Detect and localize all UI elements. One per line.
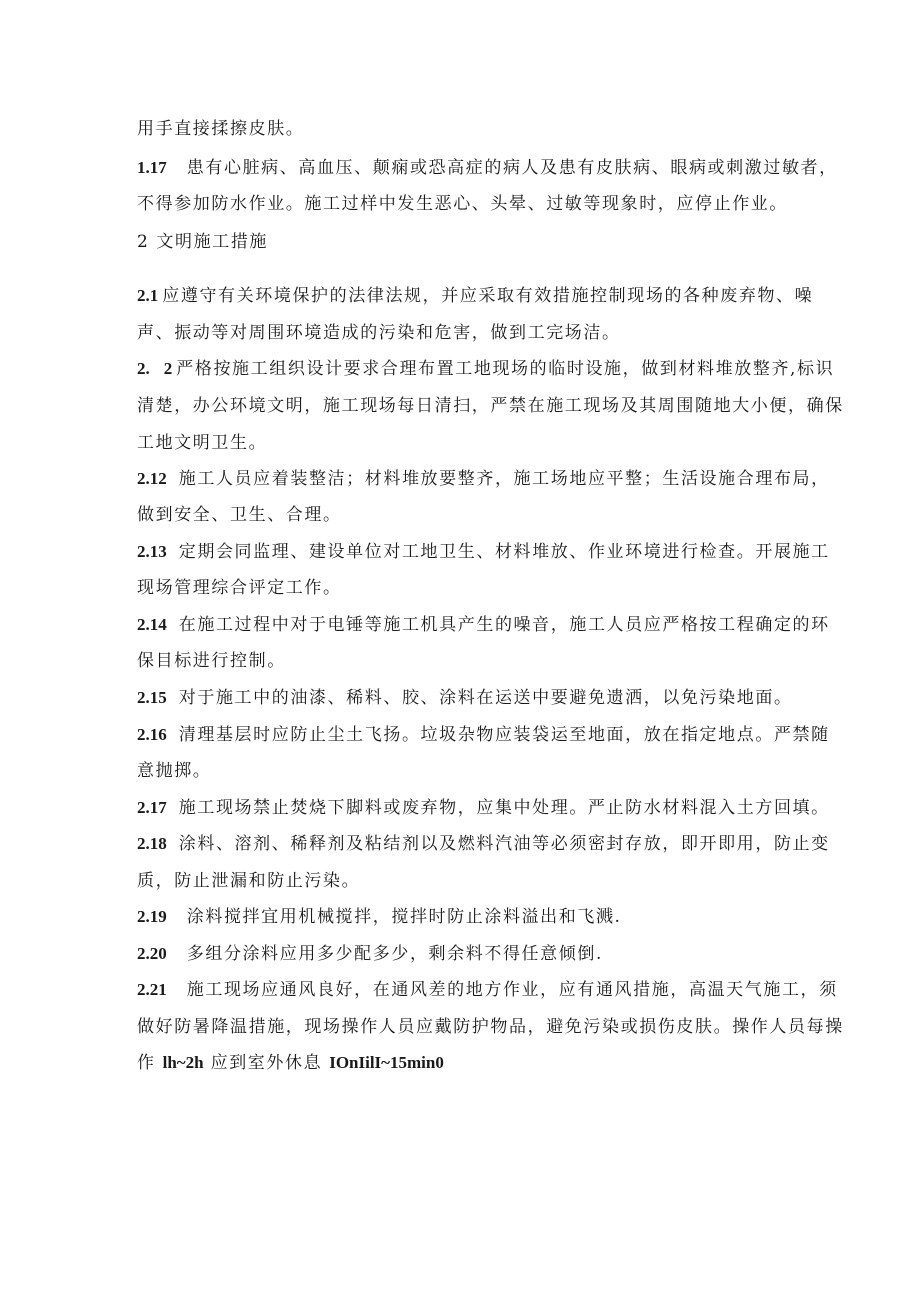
clause-2-13 bbox=[137, 541, 830, 563]
clause-text: 在施工过程中对于电锤等施工机具产生的噪音，施工人员应严格按工程确定的环 bbox=[178, 615, 830, 635]
clause-2-17 bbox=[137, 797, 830, 819]
clause-text: 多组分涂料应用多少配多少，剩余料不得任意倾倒. bbox=[186, 944, 603, 964]
clause-1-17-continuation bbox=[137, 193, 787, 215]
clause-2-1-continuation bbox=[137, 322, 787, 344]
clause-text: 患有心脏病、高血压、颠痫或恐高症的病人及患有皮肤病、眼病或刺激过敏者， bbox=[186, 158, 838, 178]
clause-2-21-continuation bbox=[137, 1052, 787, 1074]
clause-2-14 bbox=[137, 614, 830, 636]
clause-number: 2.16 bbox=[137, 725, 167, 744]
clause-text: 声、振动等对周围环境造成的污染和危害，做到工完场洁。 bbox=[137, 323, 621, 343]
clause-2-19 bbox=[137, 906, 787, 928]
clause-number: 2.1 bbox=[137, 286, 159, 305]
clause-text: 做好防暑降温措施，现场操作人员应戴防护物品，避免污染或损伤皮肤。操作人员每操 bbox=[137, 1017, 844, 1037]
clause-number: 2.14 bbox=[137, 615, 167, 634]
text-line-continuation bbox=[137, 118, 787, 140]
clause-2-18 bbox=[137, 833, 830, 855]
clause-2-18-continuation bbox=[137, 870, 787, 892]
clause-2-13-continuation bbox=[137, 577, 787, 599]
clause-text: 施工现场禁止焚烧下脚料或废弃物，应集中处理。严止防水材料混入土方回填。 bbox=[178, 798, 830, 818]
clause-number: 2.21 bbox=[137, 980, 167, 999]
clause-number: 2.15 bbox=[137, 688, 167, 707]
clause-2-2-continuation bbox=[137, 432, 787, 454]
clause-2-16-continuation bbox=[137, 760, 787, 782]
clause-text: 现场管理综合评定工作。 bbox=[137, 578, 342, 598]
clause-number: 2.12 bbox=[137, 469, 167, 488]
clause-number: 2. bbox=[137, 359, 150, 378]
clause-text: 定期会同监理、建设单位对工地卫生、材料堆放、作业环境进行检查。开展施工 bbox=[178, 542, 830, 562]
section-heading-2 bbox=[137, 231, 787, 253]
clause-2-21-continuation bbox=[137, 1016, 844, 1038]
clause-number: 2.19 bbox=[137, 907, 167, 926]
clause-number-suffix: 2 bbox=[163, 359, 173, 378]
duration-value: lh~2h bbox=[162, 1053, 204, 1072]
paragraph-text: 用手直接揉擦皮肤。 bbox=[137, 119, 305, 139]
clause-2-12 bbox=[137, 468, 830, 490]
clause-text: 涂料搅拌宜用机械搅拌，搅拌时防止涂料溢出和飞溅. bbox=[186, 907, 622, 927]
clause-2-12-continuation bbox=[137, 504, 787, 526]
clause-text: 意抛掷。 bbox=[137, 761, 212, 781]
clause-1-17 bbox=[137, 157, 838, 179]
clause-number: 2.18 bbox=[137, 834, 167, 853]
clause-text: 作 bbox=[137, 1053, 163, 1073]
clause-text: 施工人员应着装整洁；材料堆放要整齐，施工场地应平整；生活设施合理布局， bbox=[178, 469, 830, 489]
clause-text: 做到安全、卫生、合理。 bbox=[137, 505, 342, 525]
clause-text: 涂料、溶剂、稀释剂及粘结剂以及燃料汽油等必须密封存放，即开即用，防止变 bbox=[178, 834, 830, 854]
clause-text: 清理基层时应防止尘土飞扬。垃圾杂物应装袋运至地面，放在指定地点。严禁随 bbox=[178, 725, 830, 745]
clause-number: 1.17 bbox=[137, 158, 167, 177]
clause-2-2 bbox=[137, 358, 835, 380]
clause-text: 质，防止泄漏和防止污染。 bbox=[137, 871, 361, 891]
clause-2-20 bbox=[137, 943, 787, 965]
clause-number: 2.13 bbox=[137, 542, 167, 561]
clause-number: 2.17 bbox=[137, 798, 167, 817]
clause-text: 严格按施工组织设计要求合理布置工地现场的临时设施，做到材料堆放整齐,标识 bbox=[176, 359, 835, 379]
clause-number: 2.20 bbox=[137, 944, 167, 963]
clause-text: 施工现场应通风良好，在通风差的地方作业，应有通风措施，高温天气施工，须 bbox=[186, 980, 838, 1000]
clause-2-16 bbox=[137, 724, 830, 746]
clause-2-21 bbox=[137, 979, 838, 1001]
clause-text: 不得参加防水作业。施工过样中发生恶心、头晕、过敏等现象时，应停止作业。 bbox=[137, 194, 788, 214]
clause-2-2-continuation bbox=[137, 395, 844, 417]
clause-2-14-continuation bbox=[137, 650, 787, 672]
clause-text: 保目标进行控制。 bbox=[137, 651, 286, 671]
rest-duration-value: IOnIilI~15min0 bbox=[329, 1053, 444, 1072]
clause-text: 工地文明卫生。 bbox=[137, 433, 268, 453]
clause-text: 清楚，办公环境文明，施工现场每日清扫，严禁在施工现场及其周围随地大小便，确保 bbox=[137, 396, 844, 416]
section-heading: 2 文明施工措施 bbox=[137, 232, 269, 252]
clause-text: 对于施工中的油漆、稀料、胶、涂料在运送中要避免遗洒，以免污染地面。 bbox=[178, 688, 793, 708]
clause-2-1 bbox=[137, 285, 814, 307]
clause-2-15 bbox=[137, 687, 793, 709]
clause-text: 应遵守有关环境保护的法律法规，并应采取有效措施控制现场的各种废弃物、噪 bbox=[162, 286, 814, 306]
clause-text: 应到室外休息 bbox=[203, 1053, 330, 1073]
